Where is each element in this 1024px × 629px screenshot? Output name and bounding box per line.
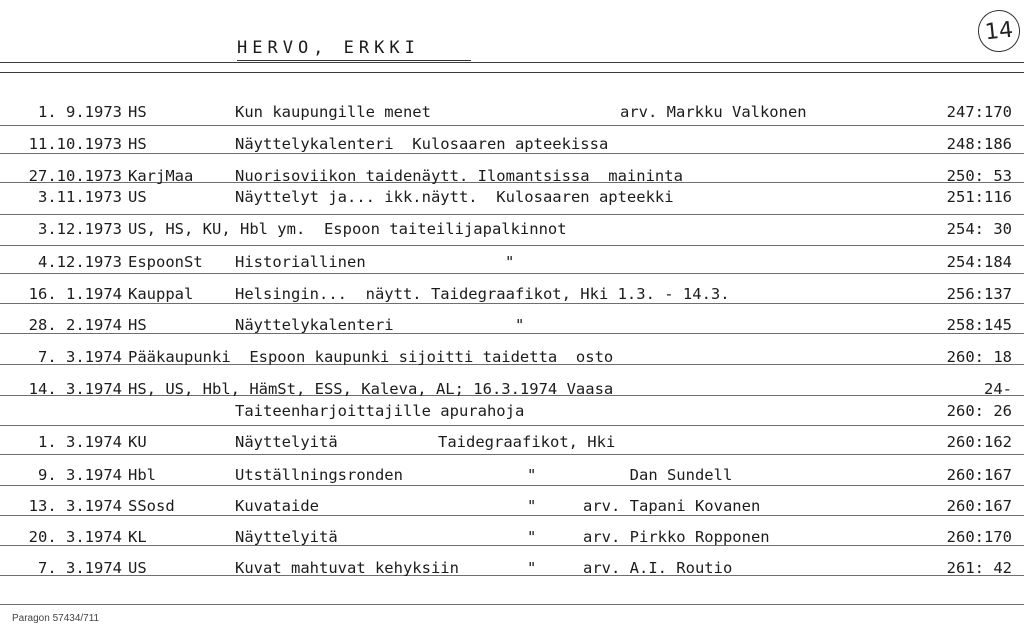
entry-extra: arv. Markku Valkonen [620, 103, 807, 121]
rule-line [0, 604, 1024, 605]
entry-title: Näyttelyitä [235, 433, 338, 451]
entry-source: Kauppal [128, 285, 194, 303]
entry-ref: 24- [984, 380, 1012, 398]
entry-title: Kuvataide [235, 497, 319, 515]
entry-extra: " arv. A.I. Routio [527, 559, 733, 577]
entry-date: 9. 3.1974 [38, 466, 122, 484]
entry-date: 16. 1.1974 [28, 285, 122, 303]
rule-line [0, 515, 1024, 516]
entry-source: HS [128, 135, 147, 153]
entry-date: 3.12.1973 [38, 220, 122, 238]
entry-source: US, HS, KU, Hbl ym. Espoon taiteilijapalkinnot [128, 220, 567, 238]
entry-source: EspoonSt [128, 253, 203, 271]
entry-title: Näyttelyt ja... ikk.näytt. Kulosaaren apteekki [235, 188, 674, 206]
entry-ref: 260:167 [946, 497, 1012, 515]
rule-line [0, 62, 1024, 63]
entry-source: HS [128, 316, 147, 334]
entry-date: 13. 3.1974 [28, 497, 122, 515]
entry-source: Hbl [128, 466, 156, 484]
rule-line [0, 214, 1024, 215]
card-number-stamp [976, 8, 1022, 54]
entry-date: 1. 9.1973 [38, 103, 122, 121]
rule-line [0, 333, 1024, 334]
card-number: 14 [983, 17, 1015, 45]
entry-date: 11.10.1973 [28, 135, 122, 153]
entry-ref: 256:137 [946, 285, 1012, 303]
entry-title: Kuvat mahtuvat kehyksiin [235, 559, 459, 577]
entry-ref: 258:145 [946, 316, 1012, 334]
entry-source: US [128, 559, 147, 577]
entry-extra: " arv. Tapani Kovanen [527, 497, 761, 515]
entry-date: 7. 3.1974 [38, 348, 122, 366]
entry-extra: Taidegraafikot, Hki [438, 433, 616, 451]
entry-ref: 254:184 [946, 253, 1012, 271]
rule-line [0, 303, 1024, 304]
rule-line [0, 153, 1024, 154]
entry-ref: 260: 18 [946, 348, 1012, 366]
entry-title: Nuorisoviikon taidenäytt. Ilomantsissa maininta [235, 167, 683, 185]
entry-source: HS [128, 103, 147, 121]
entry-title: Näyttelyitä [235, 528, 338, 546]
entry-title: Utställningsronden [235, 466, 403, 484]
entry-source: US [128, 188, 147, 206]
rule-line [0, 245, 1024, 246]
entry-ref: 260:167 [946, 466, 1012, 484]
rule-line [0, 125, 1024, 126]
entry-ref: 247:170 [946, 103, 1012, 121]
entry-ref: 260:162 [946, 433, 1012, 451]
entry-source: HS, US, Hbl, HämSt, ESS, Kaleva, AL; 16.3.1974 Vaasa [128, 380, 614, 398]
entry-date: 27.10.1973 [28, 167, 122, 185]
entry-source: KL [128, 528, 147, 546]
entry-ref: 260:170 [946, 528, 1012, 546]
entry-date: 28. 2.1974 [28, 316, 122, 334]
card-heading: HERVO, ERKKI [237, 38, 420, 58]
entry-date: 4.12.1973 [38, 253, 122, 271]
entry-title: Taiteenharjoittajille apurahoja [235, 402, 525, 420]
rule-line [0, 72, 1024, 73]
entry-date: 1. 3.1974 [38, 433, 122, 451]
entry-extra: " [505, 253, 515, 271]
entry-date: 7. 3.1974 [38, 559, 122, 577]
card-footer-print: Paragon 57434/711 [12, 613, 100, 624]
entry-title: Kun kaupungille menet [235, 103, 431, 121]
entry-date: 3.11.1973 [38, 188, 122, 206]
entry-ref: 260: 26 [946, 402, 1012, 420]
rule-line [0, 454, 1024, 455]
entry-ref: 248:186 [946, 135, 1012, 153]
entry-source: Pääkaupunki Espoon kaupunki sijoitti taidetta osto [128, 348, 614, 366]
entry-title: Näyttelykalenteri Kulosaaren apteekissa [235, 135, 609, 153]
entry-date: 20. 3.1974 [28, 528, 122, 546]
rule-line [0, 425, 1024, 426]
rule-line [0, 273, 1024, 274]
rule-line [0, 545, 1024, 546]
entry-source: KU [128, 433, 147, 451]
heading-underline [237, 60, 471, 61]
entry-date: 14. 3.1974 [28, 380, 122, 398]
entry-extra: " Dan Sundell [527, 466, 733, 484]
rule-line [0, 575, 1024, 576]
entry-title: Historiallinen [235, 253, 366, 271]
entry-ref: 251:116 [946, 188, 1012, 206]
entry-extra: " [515, 316, 525, 334]
entry-ref: 250: 53 [946, 167, 1012, 185]
entry-extra: " arv. Pirkko Ropponen [527, 528, 770, 546]
entry-source: SSosd [128, 497, 175, 515]
entry-ref: 254: 30 [946, 220, 1012, 238]
entry-title: Helsingin... näytt. Taidegraafikot, Hki 1.3. - 14.3. [235, 285, 730, 303]
entry-ref: 261: 42 [946, 559, 1012, 577]
rule-line [0, 485, 1024, 486]
entry-source: KarjMaa [128, 167, 194, 185]
entry-title: Näyttelykalenteri [235, 316, 394, 334]
